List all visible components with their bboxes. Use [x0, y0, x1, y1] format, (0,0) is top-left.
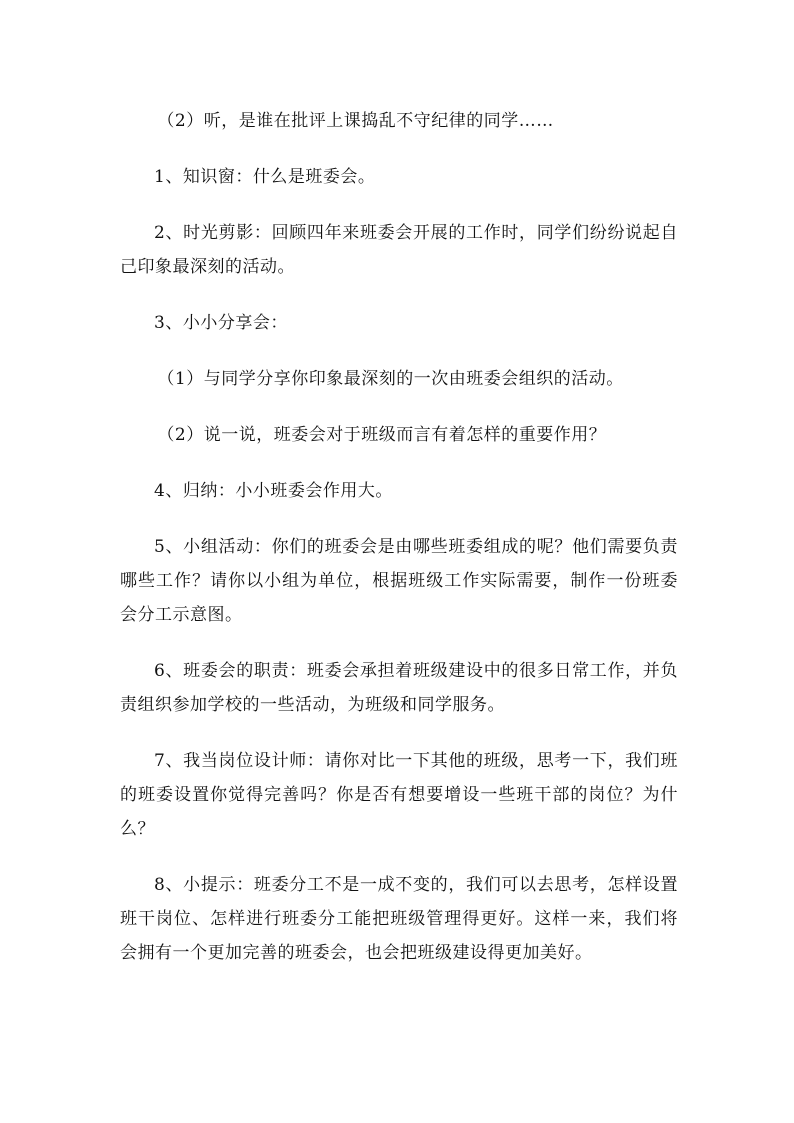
paragraph-item-4-summary: 4、归纳：小小班委会作用大。 [154, 481, 393, 501]
document-body [120, 104, 678, 992]
paragraph-sub-item-2-listen: （2）听，是谁在批评上课捣乱不守纪律的同学…… [157, 111, 554, 131]
paragraph-item-7-position-designer: 7、我当岗位设计师：请你对比一下其他的班级，思考一下，我们班的班委设置你觉得完善吗？你是否有想要增设一些班干部的岗位？为什么？ [120, 751, 678, 839]
paragraph-item-5-group-activity: 5、小组活动：你们的班委会是由哪些班委组成的呢？他们需要负责哪些工作？请你以小组为单位，根据班级工作实际需要，制作一份班委会分工示意图。 [120, 537, 678, 625]
paragraph-item-3-sharing-session: 3、小小分享会： [154, 313, 288, 333]
paragraph-item-8-tip: 8、小提示：班委分工不是一成不变的，我们可以去思考，怎样设置班干岗位、怎样进行班委分工能把班级管理得更好。这样一来，我们将会拥有一个更加完善的班委会，也会把班级建设得更加美好。 [120, 875, 678, 963]
paragraph-item-2-time-snapshots: 2、时光剪影：回顾四年来班委会开展的工作时，同学们纷纷说起自己印象最深刻的活动。 [120, 223, 678, 277]
paragraph-item-6-duties: 6、班委会的职责：班委会承担着班级建设中的很多日常工作，并负责组织参加学校的一些活动，为班级和同学服务。 [120, 661, 678, 715]
paragraph-sub-item-1-share: （1）与同学分享你印象最深刻的一次由班委会组织的活动。 [157, 369, 624, 389]
paragraph-sub-item-2-discuss: （2）说一说，班委会对于班级而言有着怎样的重要作用？ [157, 425, 607, 445]
paragraph-item-1-knowledge-window: 1、知识窗：什么是班委会。 [154, 167, 376, 187]
